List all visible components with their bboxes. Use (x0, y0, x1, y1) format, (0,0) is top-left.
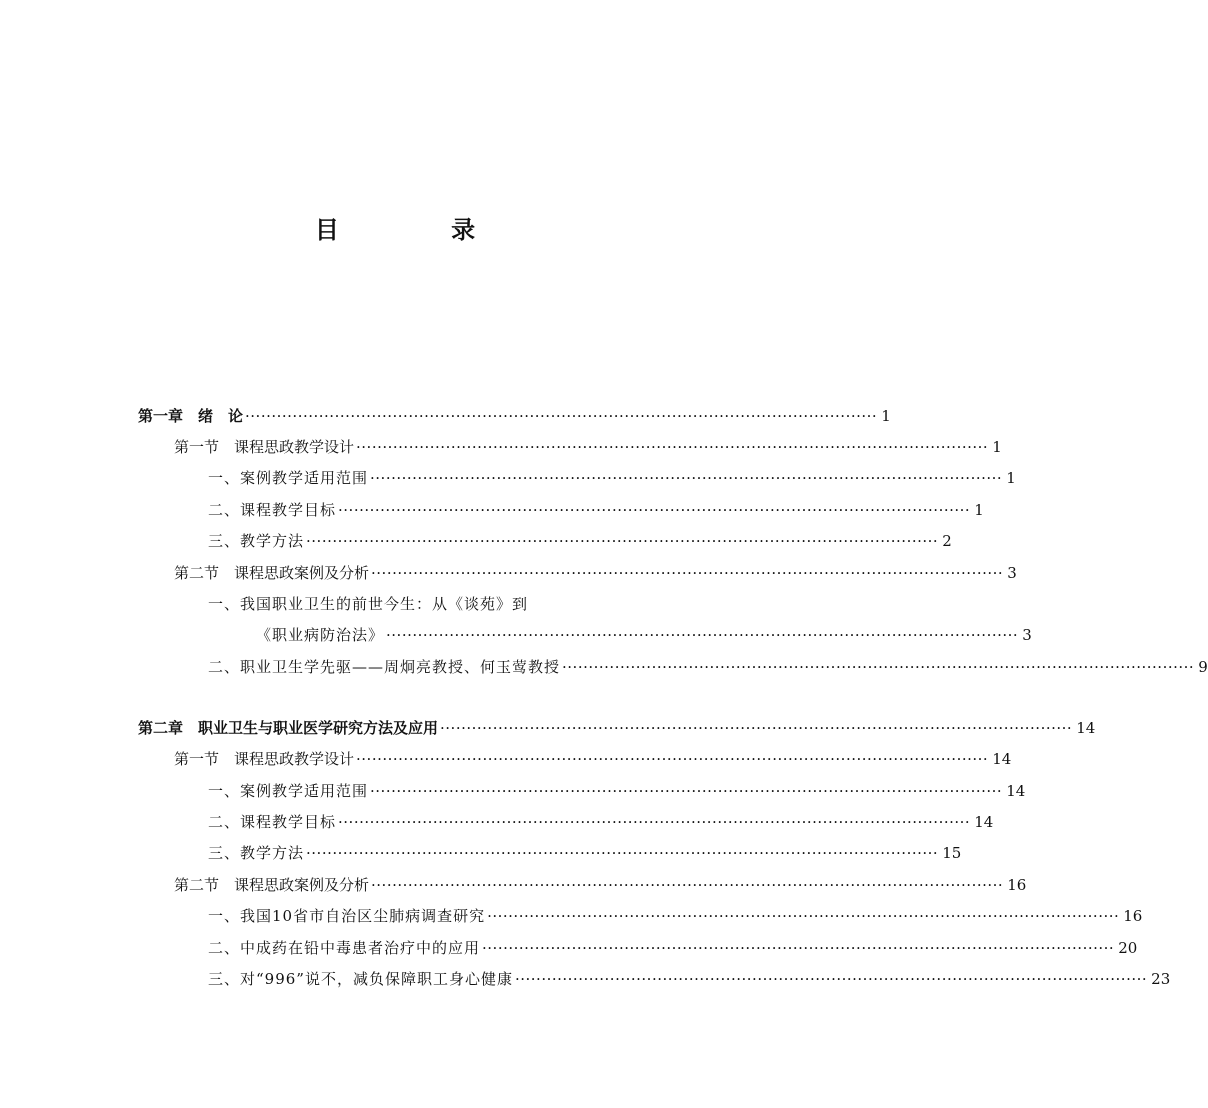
toc-item-1-1-1[interactable] (208, 467, 1016, 489)
dot-leader: ························································································································ (306, 532, 939, 550)
toc-item-1-1-2[interactable] (208, 499, 984, 521)
toc-item-2-1-1[interactable] (208, 780, 1026, 802)
toc-section-2-1[interactable] (174, 748, 1012, 770)
toc-label: 第一节 课程思政教学设计 (174, 438, 355, 456)
toc-label: 三、教学方法 (208, 532, 305, 550)
dot-leader: ························································································································ (562, 658, 1195, 676)
toc-label: 二、课程教学目标 (208, 501, 337, 519)
toc-label: 三、教学方法 (208, 844, 305, 862)
dot-leader: ························································································································ (386, 626, 1019, 644)
toc-section-1-2[interactable] (174, 562, 1017, 584)
dot-leader: ························································································································ (356, 750, 989, 768)
dot-leader: ························································································································ (356, 438, 989, 456)
toc-label: 二、课程教学目标 (208, 813, 337, 831)
toc-page-number: 16 (1123, 907, 1143, 925)
dot-leader: ························································································································ (371, 876, 1004, 894)
toc-item-2-1-3[interactable] (208, 842, 962, 864)
toc-page-number: 2 (942, 532, 952, 550)
toc-page-number: 14 (1076, 719, 1096, 737)
toc-label: 第二节 课程思政案例及分析 (174, 564, 370, 582)
toc-page-number: 1 (1006, 469, 1016, 487)
dot-leader: ························································································································ (306, 844, 939, 862)
dot-leader: ························································································································ (370, 469, 1003, 487)
toc-page-number: 1 (974, 501, 984, 519)
toc-label: 一、我国10省市自治区尘肺病调查研究 (208, 907, 486, 925)
dot-leader: ························································································································ (370, 782, 1003, 800)
toc-label: 第一章 绪 论 (138, 407, 244, 425)
toc-page-number: 15 (942, 844, 962, 862)
toc-label: 一、案例教学适用范围 (208, 782, 369, 800)
dot-leader: ························································································································ (338, 813, 971, 831)
toc-label: 三、对“996”说不，减负保障职工身心健康 (208, 970, 513, 988)
toc-label: 《职业病防治法》 (256, 626, 385, 644)
toc-item-2-2-1[interactable] (208, 905, 1143, 927)
toc-section-1-1[interactable] (174, 436, 1002, 458)
toc-page-number: 14 (1006, 782, 1026, 800)
toc-item-2-2-3[interactable] (208, 968, 1171, 990)
toc-item-2-1-2[interactable] (208, 811, 994, 833)
toc-section-2-2[interactable] (174, 874, 1027, 896)
dot-leader: ························································································································ (514, 970, 1148, 988)
dot-leader: ························································································································ (371, 564, 1004, 582)
toc-item-1-2-1-line1[interactable]: 一、我国职业卫生的前世今生：从《谈苑》到 (208, 595, 529, 613)
page-title: 目 录 (314, 215, 528, 244)
dot-leader: ························································································································ (482, 939, 1115, 957)
toc-chapter-1[interactable] (138, 405, 891, 427)
toc-label: 二、职业卫生学先驱——周炯亮教授、何玉莺教授 (208, 658, 561, 676)
toc-item-2-2-2[interactable] (208, 937, 1138, 959)
toc-item-1-2-1-line2[interactable] (256, 624, 1032, 646)
toc-label: 一、案例教学适用范围 (208, 469, 369, 487)
dot-leader: ························································································································ (440, 719, 1073, 737)
toc-page-number: 1 (992, 438, 1002, 456)
toc-page-number: 16 (1007, 876, 1027, 894)
dot-leader: ························································································································ (245, 407, 878, 425)
toc-page-number: 23 (1151, 970, 1171, 988)
toc-label: 第二节 课程思政案例及分析 (174, 876, 370, 894)
toc-label: 第一节 课程思政教学设计 (174, 750, 355, 768)
dot-leader: ························································································································ (487, 907, 1120, 925)
toc-page-number: 14 (992, 750, 1012, 768)
toc-page-number: 3 (1007, 564, 1017, 582)
toc-page-number: 14 (974, 813, 994, 831)
dot-leader: ························································································································ (338, 501, 971, 519)
toc-page-number: 9 (1198, 658, 1208, 676)
toc-page-number: 3 (1022, 626, 1032, 644)
toc-chapter-2[interactable] (138, 717, 1096, 739)
toc-page-number: 20 (1118, 939, 1138, 957)
toc-item-1-2-2[interactable] (208, 656, 1208, 678)
toc-label: 第二章 职业卫生与职业医学研究方法及应用 (138, 719, 439, 737)
toc-label: 二、中成药在铅中毒患者治疗中的应用 (208, 939, 481, 957)
toc-item-1-1-3[interactable] (208, 530, 952, 552)
toc-page-number: 1 (881, 407, 891, 425)
